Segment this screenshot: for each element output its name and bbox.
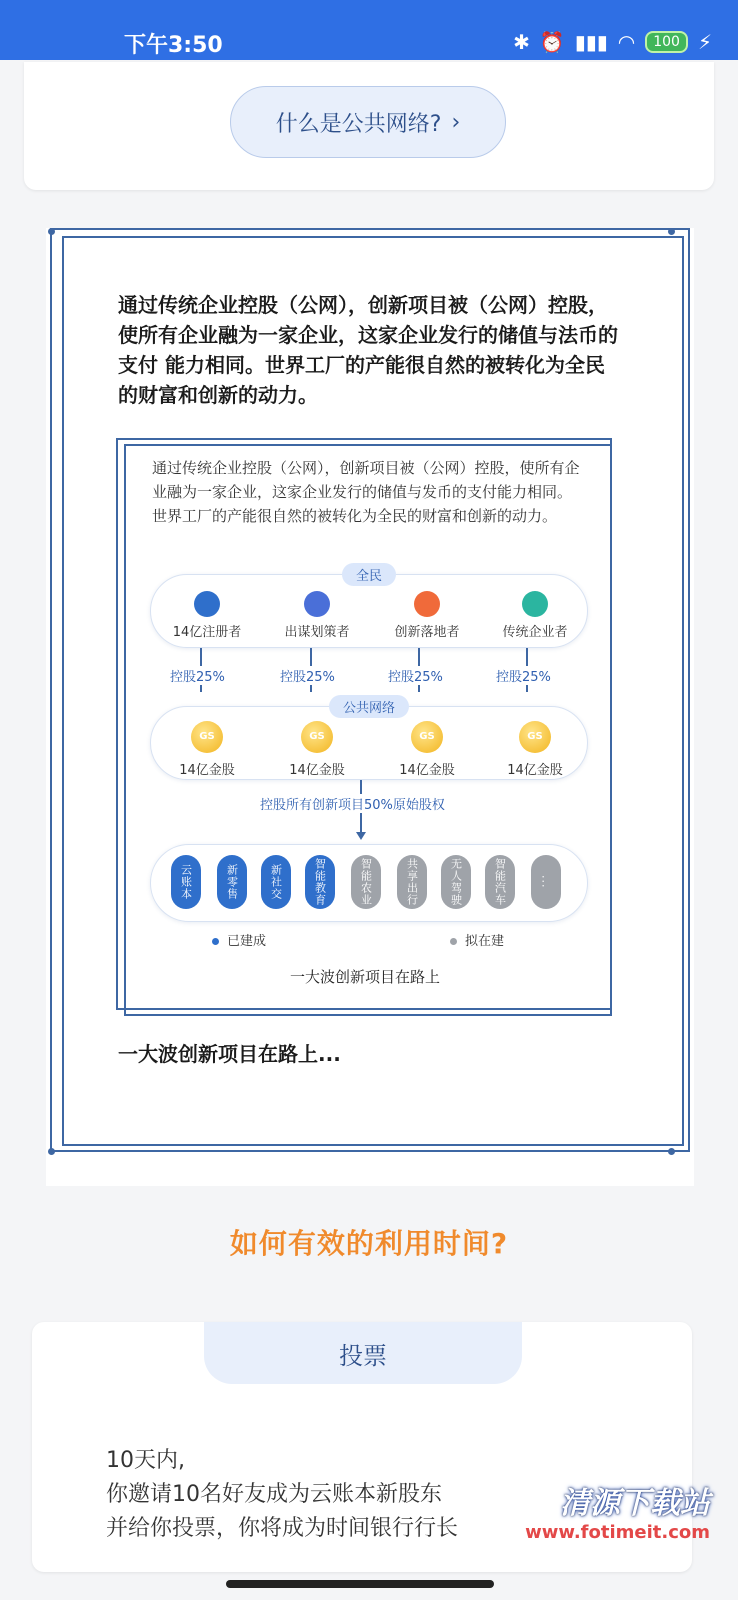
chevron-right-icon: ›: [451, 109, 461, 135]
infographic-footer: 一大波创新项目在路上: [289, 968, 440, 986]
top-card: [24, 62, 714, 190]
gold-share: GS 14亿金股: [485, 721, 585, 778]
gold-share: GS 14亿金股: [377, 721, 477, 778]
alarm-icon: ⏰: [539, 30, 565, 54]
infographic-image: [116, 438, 614, 1020]
what-is-public-network-label: 什么是公共网络?: [275, 111, 442, 137]
project-planned: 无人驾驶: [441, 855, 471, 909]
frame-dot: [668, 1148, 675, 1155]
people-lane-tag: 全民: [342, 563, 396, 586]
vote-line: 10天内,: [106, 1448, 185, 1473]
arrow-down-icon: [356, 832, 366, 840]
person-icon: [522, 591, 548, 617]
person-icon: [194, 591, 220, 617]
status-icons: [513, 30, 712, 54]
gold-coin-icon: GS: [411, 721, 443, 753]
wifi-icon: ◠: [617, 30, 636, 54]
ratio-label: 控股25%: [170, 666, 225, 685]
persona-traditional: 传统企业者: [485, 591, 585, 640]
ratio-label: 控股25%: [280, 666, 335, 685]
frame-dot: [48, 1148, 55, 1155]
person-icon: [414, 591, 440, 617]
vote-tab[interactable]: 投票: [204, 1322, 522, 1384]
vote-line: 并给你投票，你将成为时间银行行长: [106, 1516, 459, 1541]
gold-coin-icon: GS: [191, 721, 223, 753]
ratio-label: 控股25%: [388, 666, 443, 685]
public-network-lane: [150, 701, 588, 780]
project-planned: ...: [531, 855, 561, 909]
persona-advisors: 出谋划策者: [267, 591, 367, 640]
bluetooth-icon: ✱: [513, 30, 530, 54]
gold-coin-icon: GS: [519, 721, 551, 753]
gold-share: GS 14亿金股: [267, 721, 367, 778]
project-built: 智能教育: [305, 855, 335, 909]
legend-dot: [450, 938, 457, 945]
watermark: [525, 1478, 710, 1543]
infographic-text: 通过传统企业控股（公网），创新项目被（公网）控股，使所有企业融为一家企业，这家企业发行的储值与发币的支付能力相同。世界工厂的产能很自然的被转化为全民的财富和创新的动力。: [152, 459, 580, 525]
project-built: 新社交: [261, 855, 291, 909]
persona-innovators: 创新落地者: [377, 591, 477, 640]
status-bar: [0, 0, 738, 60]
home-indicator[interactable]: [226, 1580, 494, 1588]
legend-planned: 拟在建: [450, 930, 504, 949]
article-footer: 一大波创新项目在路上...: [118, 1042, 341, 1066]
project-built: 云账本: [171, 855, 201, 909]
project-planned: 共享出行: [397, 855, 427, 909]
gold-share: GS 14亿金股: [157, 721, 257, 778]
watermark-url: www.fotimeit.com: [525, 1522, 710, 1543]
project-planned: 智能汽车: [485, 855, 515, 909]
person-icon: [304, 591, 330, 617]
frame-dot: [48, 228, 55, 235]
people-lane: [150, 569, 588, 648]
legend-built: 已建成: [212, 930, 266, 949]
ratio-label: 控股25%: [496, 666, 551, 685]
signal-icon: ▮▮▮: [574, 30, 608, 54]
charging-icon: ⚡: [697, 30, 712, 54]
project-planned: 智能农业: [351, 855, 381, 909]
watermark-logo: 清源下载站: [560, 1486, 710, 1521]
projects-lane: [150, 844, 588, 922]
project-built: 新零售: [217, 855, 247, 909]
article-panel: [46, 228, 694, 1186]
vote-line: 你邀请10名好友成为云账本新股东: [106, 1482, 442, 1507]
persona-registrants: 14亿注册者: [157, 591, 257, 640]
holding-note: 控股所有创新项目50%原始股权: [256, 794, 449, 813]
what-is-public-network-button[interactable]: [230, 86, 506, 158]
legend-dot: [212, 938, 219, 945]
frame-dot: [668, 228, 675, 235]
status-time: 下午3:50: [124, 33, 223, 58]
battery-icon: 100: [645, 31, 688, 53]
article-paragraph: 通过传统企业控股（公网），创新项目被（公网）控股，使所有企业融为一家企业，这家企业发行的储值与法币的支付 能力相同。世界工厂的产能很自然的被转化为全民的财富和创新的动力。: [118, 293, 618, 407]
public-network-lane-tag: 公共网络: [329, 695, 409, 718]
section-title: 如何有效的利用时间?: [229, 1227, 509, 1260]
gold-coin-icon: GS: [301, 721, 333, 753]
